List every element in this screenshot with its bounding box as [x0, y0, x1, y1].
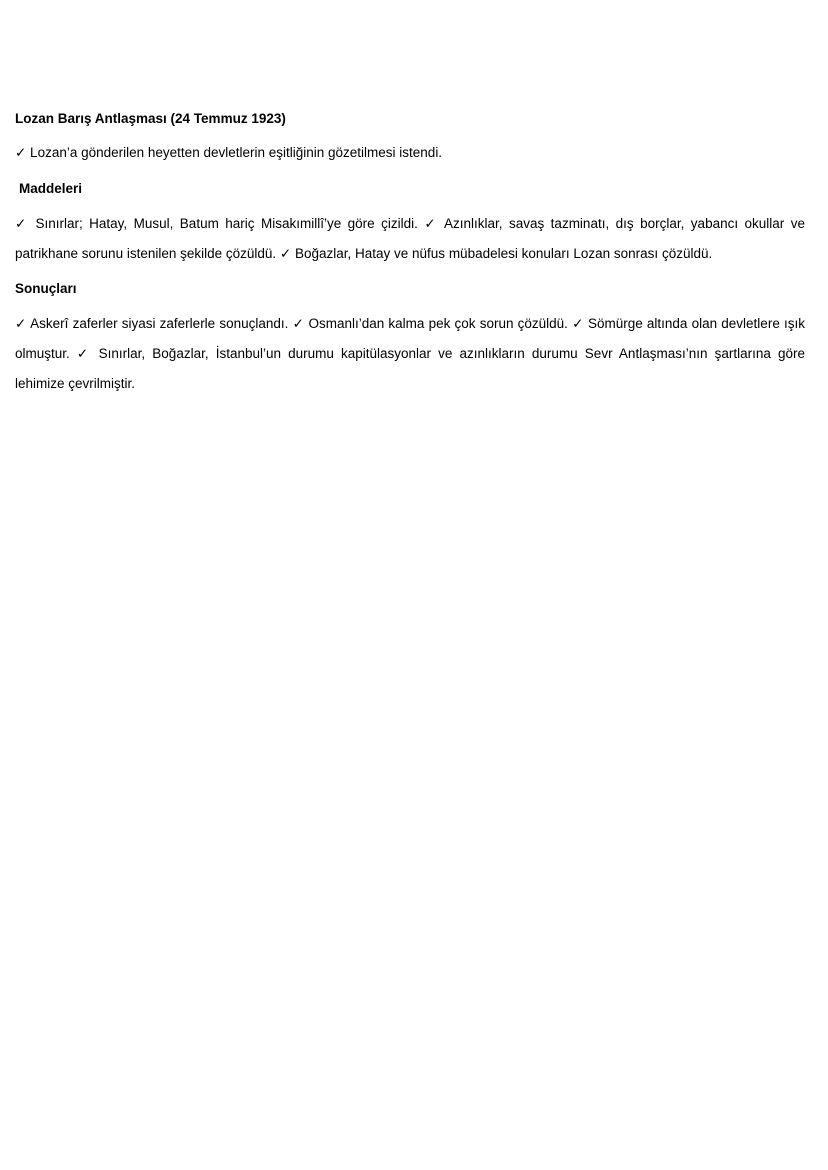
section-heading-maddeleri: Maddeleri — [19, 181, 83, 196]
document-title: Lozan Barış Antlaşması (24 Temmuz 1923) — [15, 111, 286, 126]
section-paragraph-maddeleri: ✓ Sınırlar; Hatay, Musul, Batum hariç Misakımillî’ye göre çizildi. ✓ Azınlıklar, savaş tazminatı, dış borçlar, yabancı okullar ve patrikhane sorunu istenilen şekilde çözüldü. ✓ Boğazlar, Hatay ve nüfus mübadelesi konuları Lozan sonrası çözüldü. — [15, 216, 805, 261]
intro-paragraph: ✓ Lozan’a gönderilen heyetten devletlerin eşitliğinin gözetilmesi istendi. — [15, 145, 443, 160]
section-heading-sonuclari: Sonuçları — [15, 281, 77, 296]
document-page — [15, 108, 805, 399]
section-paragraph-sonuclari: ✓ Askerî zaferler siyasi zaferlerle sonuçlandı. ✓ Osmanlı’dan kalma pek çok sorun çözüldü. ✓ Sömürge altında olan devletlere ışık olmuştur. ✓ Sınırlar, Boğazlar, İstanbul’un durumu kapitülasyonlar ve azınlıkların durumu Sevr Antlaşması’nın şartlarına göre lehimize çevrilmiştir. — [15, 316, 805, 391]
